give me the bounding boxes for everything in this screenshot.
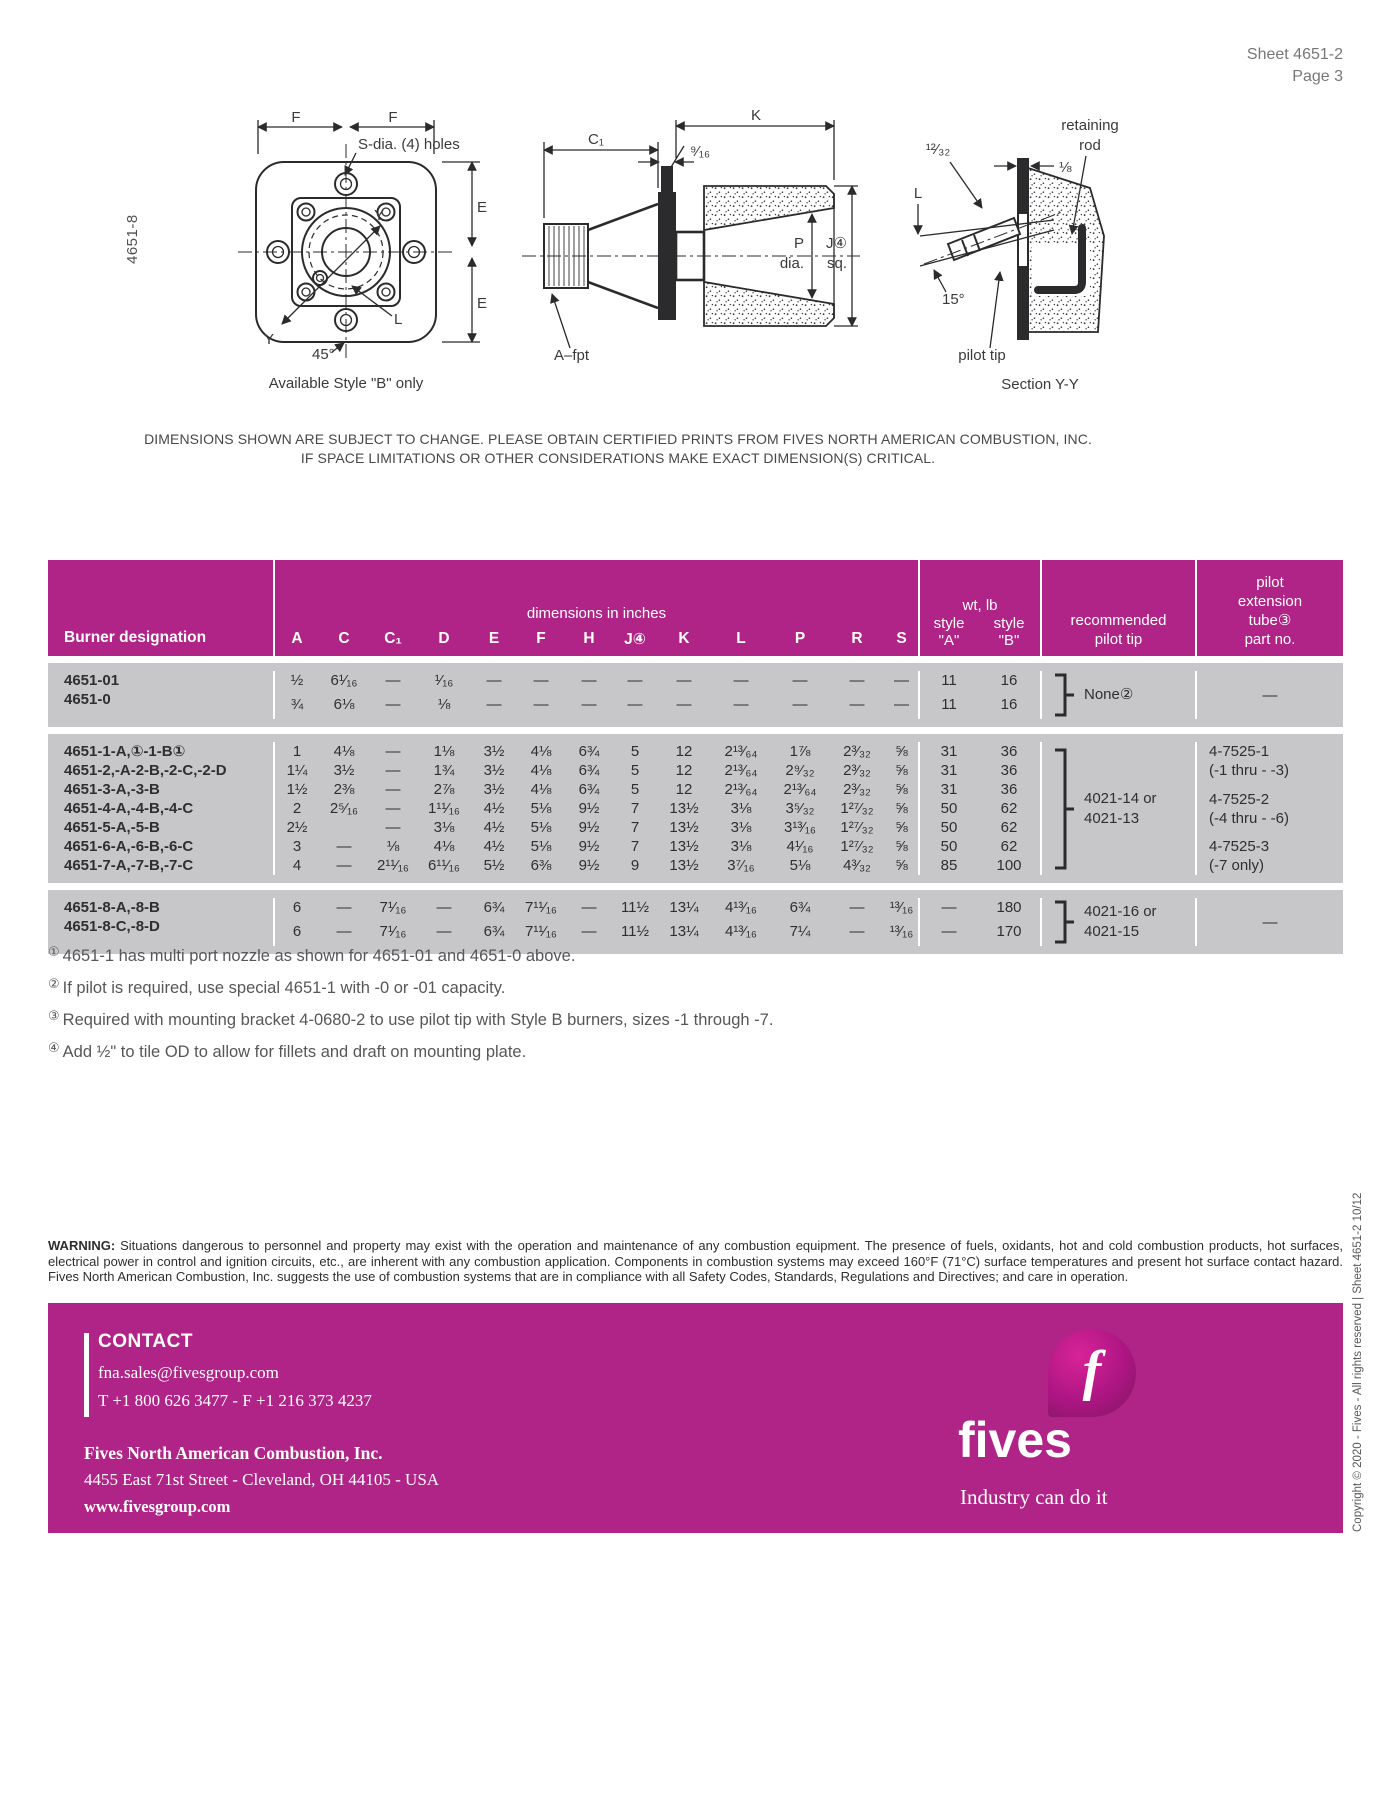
burner-designation: 4651-01 [64,672,120,689]
dimension-value: — [849,923,865,940]
dimension-value: 6¹¹⁄₁₆ [428,857,460,874]
dimension-value: 2¹³⁄₆₄ [724,762,758,779]
dimensions-table [48,560,1343,954]
weight-style-a-value: — [941,899,957,916]
ext-part-no: — [1262,913,1278,931]
pilot-tip-value: 4021-15 [1084,923,1140,940]
dim-label-916: ⁹⁄₁₆ [690,143,711,160]
warning-label: WARNING: [48,1238,116,1253]
style-a-quote: "A" [938,632,960,649]
dimension-value: — [533,672,549,689]
dimension-value: — [385,781,401,798]
dimension-value: 4 [292,857,302,874]
col-a: A [291,630,303,647]
dimension-value: 13½ [669,857,699,874]
model-side-label: 4651-8 [124,214,141,264]
ext-part-no: 4-7525-2 [1209,790,1270,808]
dim-label-f2: F [388,109,398,126]
angle-45-label: 45° [312,346,335,363]
dimension-value: 5⅛ [530,838,552,855]
footnote-mark: ① [48,944,60,959]
footnote-text: If pilot is required, use special 4651-1 with -0 or -01 capacity. [62,979,506,997]
dimension-value: 1¾ [433,762,455,779]
dimension-value: 7¹¹⁄₁₆ [525,923,557,940]
dimension-value: 3½ [483,781,505,798]
dimensions-disclaimer [48,430,1188,468]
dimension-value: — [581,923,597,940]
dimension-value: 1²⁷⁄₃₂ [840,800,874,817]
weight-style-b-value: 36 [1000,743,1018,760]
dim-label-1232: ¹²⁄₃₂ [925,141,951,158]
dimension-value: 2⅜ [333,781,355,798]
col-p: P [794,630,806,647]
dimension-value: 1⅛ [433,743,455,760]
footnotes [48,938,773,1066]
weight-style-a-value: 50 [940,819,958,836]
dimension-value: 7¼ [789,923,811,940]
dimension-value: 1 [292,743,302,760]
col-e: E [488,630,500,647]
dimension-value [319,818,369,837]
dimension-value: 13¼ [669,899,699,916]
weight-style-a-value: 31 [940,762,958,779]
dimension-value: — [385,743,401,760]
dimension-value: — [581,899,597,916]
footnote-2 [48,970,773,1002]
section-y-upper-label: Y [374,207,385,224]
ext-header-3: tube③ [1248,612,1292,629]
burner-designation: 4651-8-A,-8-B [64,899,160,916]
burner-designation: 4651-6-A,-6-B,-6-C [64,838,194,855]
dimension-value: 12 [675,762,693,779]
weight-style-b-value: 100 [996,857,1022,874]
burner-designation: 4651-8-C,-8-D [64,918,160,935]
dimension-value: 2½ [286,819,308,836]
dimension-value: 5½ [483,857,505,874]
ext-header-2: extension [1237,593,1303,610]
ext-header-4: part no. [1244,631,1296,648]
weight-style-a-value: — [941,923,957,940]
ext-part-no: 4-7525-3 [1209,838,1270,855]
col-d: D [438,630,450,647]
pilot-tip-value: 4021-14 or [1084,789,1157,807]
dim-label-f1: F [291,109,301,126]
dimension-value: 6 [292,899,302,916]
weight-style-b-value: 36 [1000,762,1018,779]
dimension-value: 6⅛ [333,696,355,713]
footer-band [48,1303,1343,1533]
dimension-value: 2¹¹⁄₁₆ [377,857,409,874]
flange-front-view-drawing [196,96,488,396]
dimension-value: 4½ [483,819,505,836]
dimension-value: 1¼ [286,762,308,779]
weight-style-b-value: 62 [1000,800,1018,817]
angle-15-label: 15° [942,291,965,308]
dimension-value: — [486,696,502,713]
dimension-value: — [849,696,865,713]
ext-entry [1209,790,1343,828]
footnote-1 [48,938,773,970]
dimension-value: 1½ [286,781,308,798]
fives-logo-wordmark: fives [958,1412,1072,1468]
dim-label-e1: E [477,199,488,216]
dimension-value: 4⅛ [433,838,455,855]
dimension-value: 6¾ [578,743,600,760]
pilot-tip-label: pilot tip [958,347,1006,364]
dimension-value: 3⁷⁄₁₆ [727,857,755,874]
dim-label-j: J④ [826,235,847,252]
dim-label-l2: L [913,185,923,202]
retaining-rod-label-1: retaining [1061,117,1119,134]
footnote-text: Required with mounting bracket 4-0680-2 to use pilot tip with Style B burners, sizes -1 through -7. [62,1011,774,1029]
dimension-value: — [385,819,401,836]
ext-part-range: (-1 thru - -3) [1209,762,1290,779]
dimension-value: 5⅛ [789,857,811,874]
dimension-value: 3½ [483,743,505,760]
dimension-value: 3¹³⁄₁₆ [784,819,816,836]
footnote-mark: ② [48,976,60,991]
dim-label-k: K [750,107,762,124]
dimension-value: — [894,672,909,689]
dimension-value: 3⅛ [433,819,455,836]
disclaimer-line-2: IF SPACE LIMITATIONS OR OTHER CONSIDERATIONS MAKE EXACT DIMENSION(S) CRITICAL. [300,450,936,466]
dimension-value: ⅝ [895,762,908,779]
dimension-value: 3⅛ [730,800,752,817]
dim-label-c1: C₁ [588,131,604,148]
table-header [48,560,1343,656]
dimension-value: 3½ [483,762,505,779]
dimension-value: 2³⁄₃₂ [843,743,871,760]
style-b-label: style [993,615,1025,632]
dimension-value: — [627,672,643,689]
pilot-tip-value: 4021-16 or [1084,903,1157,920]
weight-style-a-value: 31 [940,743,958,760]
col-f: F [536,630,546,647]
contact-accent-bar [84,1333,89,1417]
burner-section-drawing [516,96,866,396]
dimension-value: — [385,672,401,689]
burner-designation-header: Burner designation [64,629,207,646]
dim-label-l: L [394,311,403,328]
dimension-value: ⅝ [895,743,908,760]
ext-header-1: pilot [1256,574,1284,591]
dimension-value: 5 [630,743,640,760]
dimension-value: — [533,696,549,713]
weight-style-b-value: 170 [996,923,1022,940]
dimension-value: — [486,672,502,689]
burner-designation: 4651-7-A,-7-B,-7-C [64,857,194,874]
dimension-value: — [581,672,597,689]
ext-entry [1209,837,1343,875]
dim-label-dia: dia. [779,255,804,272]
dim-label-e2: E [477,295,488,312]
dimension-value: — [676,672,692,689]
weight-style-a-value: 31 [940,781,958,798]
dimension-value: 2⁵⁄₁₆ [329,800,359,817]
footnote-4 [48,1034,773,1066]
dimension-value: — [627,696,643,713]
dimension-value: 9½ [578,819,600,836]
dimension-value: 9 [630,857,640,874]
dimension-value: 1²⁷⁄₃₂ [840,819,874,836]
burner-designation: 4651-4-A,-4-B,-4-C [64,800,194,817]
column-letters [275,630,918,649]
dimension-value: — [385,800,401,817]
dimension-value: — [436,923,452,940]
fives-logo-icon [1048,1329,1136,1417]
footnote-text: 4651-1 has multi port nozzle as shown for 4651-01 and 4651-0 above. [62,947,576,965]
weight-style-b-value: 180 [996,899,1022,916]
dimension-value: ¾ [290,696,304,713]
warning-text: Situations dangerous to personnel and property may exist with the operation and maintenance of any combustion equipment. The presence of fuels, oxidants, hot and cold combustion products, hot surfaces, electrical power in control and ignition circuits, etc., are inherent with any combustion application. Components in combustion systems may exceed 160°F (71°C) surface temperatures and present hot surface contact hazard. Fives North American Combustion, Inc. suggests the use of combustion systems that are in compliance with all Safety Codes, Standards, Regulations and Directives; and care in operation. [48,1238,1343,1284]
dimension-value: 2⅞ [433,781,455,798]
weight-style-a-value: 50 [940,838,958,855]
style-b-quote: "B" [998,632,1020,649]
dimension-value: ⅝ [895,857,908,874]
company-name: Fives North American Combustion, Inc. [84,1443,383,1463]
dimension-value: 6¹⁄₁₆ [330,672,358,689]
dimension-value: — [336,923,352,940]
dimension-value: — [336,857,352,874]
dimension-value: — [676,696,692,713]
dimension-value: ⅛ [437,696,451,713]
technical-drawings [196,96,1144,396]
dimension-value: 6¾ [578,762,600,779]
disclaimer-line-1: DIMENSIONS SHOWN ARE SUBJECT TO CHANGE. PLEASE OBTAIN CERTIFIED PRINTS FROM FIVES NORTH AMERICAN COMBUSTION, INC. [144,431,1092,447]
dimension-value: 2¹³⁄₆₄ [724,743,758,760]
dimension-value: ⅝ [895,800,908,817]
dimension-value: 6¾ [483,899,505,916]
col-r: R [851,630,863,647]
dimension-value: 6¾ [789,899,811,916]
dimension-value: — [733,696,749,713]
dimension-value: 12 [675,743,693,760]
bracket-icon [1052,746,1076,872]
dim-label-18: ⅛ [1059,159,1072,176]
dimension-value: 2³⁄₃₂ [843,762,871,779]
dimension-value: 2¹³⁄₆₄ [783,781,817,798]
contact-heading: CONTACT [98,1331,193,1352]
dim-label-p: P [793,235,804,252]
dimension-value: 7¹⁄₁₆ [379,899,407,916]
ext-part-no: 4-7525-1 [1209,743,1270,760]
dimension-value: ⅛ [386,838,400,855]
retaining-rod-label-2: rod [1079,137,1101,154]
dimension-value: 1¹¹⁄₁₆ [428,800,460,817]
dimension-value: 5⅛ [530,819,552,836]
dimension-value: 6⅜ [530,857,552,874]
dimension-value: 2⁹⁄₃₂ [785,762,815,779]
ext-part-range: (-4 thru - -6) [1209,809,1290,827]
col-k: K [678,630,690,647]
dimension-value: — [733,672,749,689]
dims-title: dimensions in inches [526,605,667,622]
footnote-mark: ④ [48,1040,60,1055]
dimension-value: 13½ [669,838,699,855]
company-website: www.fivesgroup.com [84,1497,231,1516]
section-yy-caption: Section Y-Y [1001,376,1079,393]
dimension-value: 9½ [578,800,600,817]
dimension-value: 11½ [620,899,650,916]
dimension-value: — [336,899,352,916]
weight-style-b-value: 16 [1000,696,1018,713]
col-c1: C₁ [384,630,402,647]
col-c: C [338,630,350,647]
section-y-lower-label: Y [264,331,275,348]
footnote-text: Add ½" to tile OD to allow for fillets and draft on mounting plate. [62,1043,527,1061]
dimension-value: — [894,696,909,713]
footnote-3 [48,1002,773,1034]
table-group-1-to-7 [48,734,1343,883]
weight-style-a-value: 11 [941,672,957,689]
weight-style-b-value: 62 [1000,838,1018,855]
ext-part-no: — [1262,686,1278,704]
dimension-value: 9½ [578,857,600,874]
style-b-caption: Available Style "B" only [268,375,424,392]
pilot-tip-header-1: recommended [1070,612,1167,629]
dimension-value: 12 [675,781,693,798]
dimension-value: 6¾ [578,781,600,798]
warning-paragraph [48,1238,1343,1285]
dimension-value: 4⅛ [530,743,552,760]
dimension-value: — [436,899,452,916]
bracket-icon [1052,671,1076,719]
dimension-value: 6 [292,923,302,940]
copyright-sidebar: Copyright © 2020 - Fives - All rights reserved | Sheet 4651-2 10/12 [1352,1192,1364,1532]
company-address: 4455 East 71st Street - Cleveland, OH 44105 - USA [84,1470,440,1489]
dimension-value: 2¹³⁄₆₄ [724,781,758,798]
weight-style-b-value: 36 [1000,781,1018,798]
dimension-value: — [385,696,401,713]
burner-designation: 4651-1-A,①-1-B① [64,743,186,760]
dimension-value: 3⅛ [730,819,752,836]
dimension-value: 3 [292,838,302,855]
pilot-tip-header-2: pilot tip [1094,631,1143,648]
page-number: Page 3 [1292,68,1343,85]
dimension-value: 2 [292,800,302,817]
dimension-value: 3½ [333,762,355,779]
dimension-value: — [336,838,352,855]
dimension-value: 5⅛ [530,800,552,817]
weight-title: wt, lb [962,597,998,614]
dimension-value: 13¼ [669,923,699,940]
dimension-value: — [581,696,597,713]
dimension-value: 13½ [669,800,699,817]
dimension-value: 4½ [483,838,505,855]
bracket-icon [1052,898,1076,946]
contact-email: fna.sales@fivesgroup.com [98,1363,279,1382]
dimension-value: — [792,672,808,689]
col-h: H [583,630,595,647]
ext-entry [1209,742,1343,780]
dimension-value: — [849,899,865,916]
dimension-value: 3⁵⁄₃₂ [785,800,815,817]
dimension-value: ¹³⁄₁₆ [889,923,914,940]
dimension-value: ⅝ [895,838,908,855]
dimension-value: 4⅛ [333,743,355,760]
fives-logo-f: f [1082,1340,1102,1402]
sheet-number: Sheet 4651-2 [1246,46,1343,63]
sheet-reference [1247,44,1343,88]
col-l: L [736,630,746,647]
weight-style-b-value: 16 [1000,672,1018,689]
table-group-01-0 [48,663,1343,727]
weight-style-a-value: 11 [941,696,957,713]
dimension-value: 9½ [578,838,600,855]
dimension-value: 3⅛ [730,838,752,855]
dimension-value: 5 [630,762,640,779]
dimension-value: 4¹⁄₁₆ [786,838,814,855]
pilot-tip-value: None② [1084,686,1134,703]
dimension-value: 13½ [669,819,699,836]
dimension-value: 11½ [620,923,650,940]
s-dia-holes-label: S-dia. (4) holes [358,136,460,153]
dimension-value: 4½ [483,800,505,817]
dimension-value: 6¾ [483,923,505,940]
ext-part-range: (-7 only) [1209,857,1265,874]
a-fpt-label: A–fpt [554,347,590,364]
dimension-value: 4¹³⁄₁₆ [725,899,757,916]
dimension-value: — [385,762,401,779]
dimension-value: 1⅞ [789,743,811,760]
dimension-value: 2³⁄₃₂ [843,781,871,798]
pilot-tip-value: 4021-13 [1084,809,1140,827]
dim-label-sq: sq. [826,255,847,272]
col-j: J④ [624,631,646,648]
col-s: S [896,630,907,647]
dimension-value: ¹⁄₁₆ [434,672,454,689]
burner-designation: 4651-3-A,-3-B [64,781,160,798]
dimension-value: 7¹⁄₁₆ [379,923,407,940]
dimension-value: — [792,696,808,713]
contact-phone: T +1 800 626 3477 - F +1 216 373 4237 [98,1391,372,1410]
burner-designation: 4651-5-A,-5-B [64,819,160,836]
dimension-value: 4⅛ [530,762,552,779]
dimension-value: 5 [630,781,640,798]
dimension-value: 7 [630,838,640,855]
dimension-value: 7 [630,800,640,817]
pilot-tip-detail-drawing [894,96,1144,396]
dimension-value: 1²⁷⁄₃₂ [840,838,874,855]
style-a-label: style [933,615,965,632]
weight-style-a-value: 50 [940,800,958,817]
burner-designation: 4651-2,-A-2-B,-2-C,-2-D [64,762,227,779]
dimension-value: ⅝ [895,819,908,836]
dimension-value: — [849,672,865,689]
dimension-value: 4³⁄₃₂ [843,857,871,874]
dimension-value: ⅝ [895,781,908,798]
dimension-value: 4¹³⁄₁₆ [725,923,757,940]
dimension-value: 7¹¹⁄₁₆ [525,899,557,916]
burner-designation: 4651-0 [64,691,111,708]
dimension-value: 4⅛ [530,781,552,798]
dimension-value: 7 [630,819,640,836]
dimension-value: ½ [290,672,304,689]
fives-tagline: Industry can do it [960,1485,1108,1509]
weight-style-a-value: 85 [940,857,958,874]
dimension-value: ¹³⁄₁₆ [889,899,914,916]
weight-style-b-value: 62 [1000,819,1018,836]
footnote-mark: ③ [48,1008,60,1023]
